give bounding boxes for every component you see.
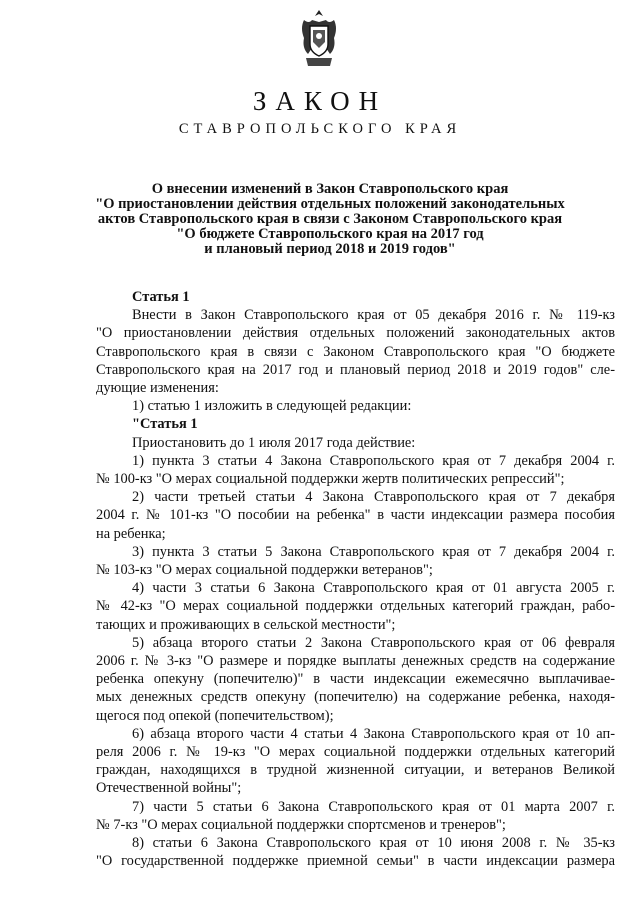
body-line: "Статья 1 — [132, 416, 198, 433]
body-line: № 103-кз "О мерах социальной поддержки ветеранов"; — [96, 562, 433, 579]
body-line: 7) части 5 статьи 6 Закона Ставропольского края от 01 марта 2007 г. — [132, 798, 615, 815]
body-line: 2006 г. № 3-кз "О размере и порядке выплаты денежных средств на содержание — [96, 653, 615, 670]
body-line: 2) части третьей статьи 4 Закона Ставропольского края от 7 декабря — [132, 489, 615, 506]
body-line: Ставропольского края на 2017 год и плановый период 2018 и 2019 годов" сле- — [96, 361, 615, 378]
article-title: Статья 1 — [132, 289, 190, 305]
coat-of-arms-icon — [296, 8, 342, 70]
heading-line: актов Ставропольского края в связи с Законом Ставропольского края — [97, 211, 563, 227]
body-line: граждан, находящихся в трудной жизненной ситуации, и ветеранов Великой — [96, 762, 615, 779]
body-line: 3) пункта 3 статьи 5 Закона Ставропольского края от 7 декабря 2004 г. — [132, 543, 615, 560]
body-line: 1) статью 1 изложить в следующей редакции: — [132, 398, 412, 415]
body-line: Внести в Закон Ставропольского края от 05 декабря 2016 г. № 119-кз — [132, 307, 615, 324]
body-line: 5) абзаца второго статьи 2 Закона Ставропольского края от 06 февраля — [132, 634, 615, 651]
article-body — [96, 288, 615, 871]
body-line: "О государственной поддержке приемной семьи" в части индексации размера — [96, 853, 615, 870]
body-line: 6) абзаца второго части 4 статьи 4 Закона Ставропольского края от 10 ап- — [132, 725, 615, 742]
body-line: ребенка опекуну (попечителю)" в части индексации ежемесячно выплачивае- — [96, 671, 615, 688]
body-line: № 7-кз "О мерах социальной поддержки спортсменов и тренеров"; — [96, 816, 506, 833]
law-heading — [60, 182, 600, 257]
body-line: щегося под опекой (попечительством); — [96, 707, 334, 724]
body-line: тающих и проживающих в сельской местности"; — [96, 616, 396, 633]
body-line: 8) статьи 6 Закона Ставропольского края от 10 июня 2008 г. № 35-кз — [132, 835, 615, 852]
body-line: "О приостановлении действия отдельных положений законодательных актов — [96, 325, 615, 342]
body-line: 2004 г. № 101-кз "О пособии на ребенка" в части индексации размера пособия — [96, 507, 615, 524]
heading-line: "О приостановлении действия отдельных положений законодательных — [95, 196, 565, 212]
document-title: ЗАКОН — [252, 86, 388, 116]
body-line: 1) пункта 3 статьи 4 Закона Ставропольского края от 7 декабря 2004 г. — [132, 452, 615, 469]
body-line: мых денежных средств опекуну (попечителю) на содержание ребенка, находя- — [96, 689, 615, 706]
body-line: 4) части 3 статьи 6 Закона Ставропольского края от 01 августа 2005 г. — [132, 580, 615, 597]
body-line: дующие изменения: — [96, 380, 219, 397]
heading-line: О внесении изменений в Закон Ставропольского края — [151, 181, 509, 197]
body-line: № 42-кз "О мерах социальной поддержки отдельных категорий граждан, рабо- — [96, 598, 615, 615]
body-line: на ребенка; — [96, 525, 166, 542]
body-line: Ставропольского края в связи с Законом Ставропольского края "О бюджете — [96, 343, 615, 360]
body-line: Приостановить до 1 июля 2017 года действие: — [132, 434, 416, 451]
heading-line: "О бюджете Ставропольского края на 2017 год — [176, 226, 484, 242]
document-subtitle: СТАВРОПОЛЬСКОГО КРАЯ — [178, 121, 462, 137]
body-line: Отечественной войны"; — [96, 780, 242, 797]
heading-line: и плановый период 2018 и 2019 годов" — [204, 241, 456, 257]
body-line: № 100-кз "О мерах социальной поддержки жертв политических репрессий"; — [96, 471, 565, 488]
body-line: реля 2006 г. № 19-кз "О мерах социальной поддержки отдельных категорий — [96, 744, 615, 761]
